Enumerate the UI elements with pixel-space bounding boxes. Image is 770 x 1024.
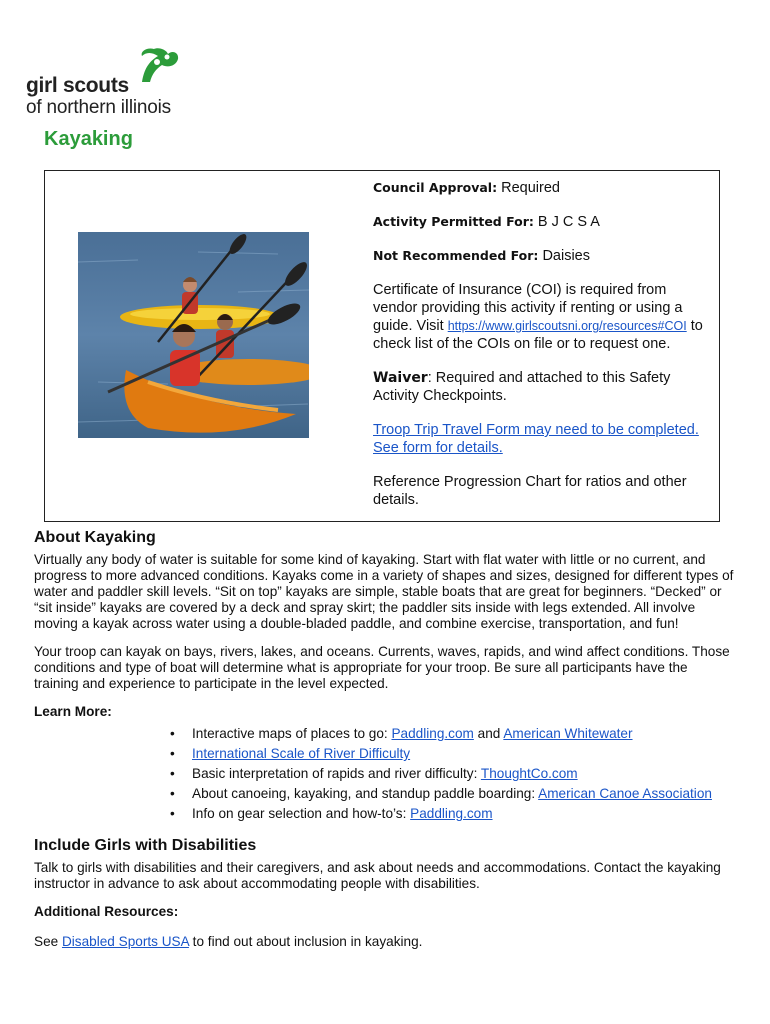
list-item [168, 786, 734, 802]
org-logo [26, 48, 206, 118]
coi-text: Certificate of Insurance (COI) is required from vendor providing this activity if renting or using a guide. Visit [373, 282, 683, 334]
council-approval-row [373, 179, 713, 197]
about-heading: About Kayaking [34, 529, 156, 546]
about-paragraph-2: Your troop can kayak on bays, rivers, lakes, and oceans. Currents, waves, rapids, and wind affect conditions. Those conditions and type of boat will determine what is appropriate for your troop. Be sure all participants have the training and experience to participate in the level expected. [34, 644, 730, 691]
reference-paragraph: Reference Progression Chart for ratios and other details. [373, 474, 687, 508]
info-column [373, 179, 713, 525]
waiver-paragraph [373, 369, 713, 405]
bullet-icon: • [170, 806, 175, 821]
activity-summary-box [44, 170, 720, 522]
learn-more-heading: Learn More: [34, 704, 112, 719]
main-content [34, 530, 734, 962]
disabilities-paragraph: Talk to girls with disabilities and their caregivers, and ask about needs and accommodations. Contact the kayaking instructor in advance to ask about accommodating people with disabilities. [34, 860, 721, 891]
list-item [168, 726, 734, 742]
paddling-gear-link[interactable]: Paddling.com [410, 806, 493, 821]
activity-permitted-value: B J C S A [537, 214, 600, 230]
american-canoe-association-link[interactable]: American Canoe Association [538, 786, 712, 801]
thoughtco-link[interactable]: ThoughtCo.com [480, 766, 578, 781]
coi-paragraph [373, 281, 713, 353]
list-item-text: and [473, 726, 504, 741]
not-recommended-value: Daisies [542, 248, 590, 264]
waiver-label: Waiver [373, 370, 428, 386]
list-item [168, 766, 734, 782]
coi-link[interactable]: https://www.girlscoutsni.org/resources#COI [447, 319, 687, 333]
troop-trip-link[interactable]: Troop Trip Travel Form may need to be completed. See form for details. [373, 422, 699, 456]
bullet-icon: • [170, 766, 175, 781]
additional-resources-paragraph [34, 934, 734, 950]
activity-permitted-label: Activity Permitted For: [373, 214, 534, 229]
list-item-text: Info on gear selection and how-to’s: [192, 806, 411, 821]
list-item [168, 806, 734, 822]
list-item [168, 746, 734, 762]
resource-text: See [34, 934, 62, 949]
river-difficulty-link[interactable]: International Scale of River Difficulty [192, 746, 411, 761]
logo-line-1: girl scouts [26, 74, 129, 97]
council-approval-value: Required [501, 180, 560, 196]
page-title: Kayaking [44, 128, 133, 150]
additional-resources-heading: Additional Resources: [34, 904, 179, 919]
not-recommended-row [373, 247, 713, 265]
disabilities-heading: Include Girls with Disabilities [34, 837, 257, 854]
bullet-icon: • [170, 786, 175, 801]
learn-more-list [34, 726, 734, 822]
resource-text: to find out about inclusion in kayaking. [188, 934, 423, 949]
activity-permitted-row [373, 213, 713, 231]
list-item-text: Basic interpretation of rapids and river difficulty: [192, 766, 481, 781]
list-item-text: Interactive maps of places to go: [192, 726, 392, 741]
bullet-icon: • [170, 726, 175, 741]
bullet-icon: • [170, 746, 175, 761]
kayakers-photo [78, 232, 309, 438]
list-item-text: About canoeing, kayaking, and standup paddle boarding: [192, 786, 539, 801]
coi-text-2: to check list of the COIs on file or to request one. [373, 318, 703, 352]
about-paragraph-1: Virtually any body of water is suitable for some kind of kayaking. Start with flat water with little or no current, and progress to more advanced conditions. Kayaks come in a variety of shapes and sizes, designed for different types of water and paddler skill levels. “Sit on top” kayaks are simple, stable boats that are great for beginners. “Decked” or “sit inside” kayaks are covered by a deck and spray skirt; the paddler sits inside with legs extended. All involve moving a kayak across water using a double-bladed paddle, and combine exercise, transportation, and fun! [34, 552, 734, 631]
paddling-link[interactable]: Paddling.com [391, 726, 474, 741]
troop-trip-paragraph [373, 421, 713, 457]
not-recommended-label: Not Recommended For: [373, 248, 539, 263]
waiver-text: : Required and attached to this Safety Activity Checkpoints. [373, 370, 671, 404]
trefoil-icon [138, 48, 180, 82]
disabled-sports-usa-link[interactable]: Disabled Sports USA [61, 934, 189, 949]
council-approval-label: Council Approval: [373, 180, 498, 195]
logo-line-2: of northern illinois [26, 97, 171, 118]
american-whitewater-link[interactable]: American Whitewater [503, 726, 633, 741]
